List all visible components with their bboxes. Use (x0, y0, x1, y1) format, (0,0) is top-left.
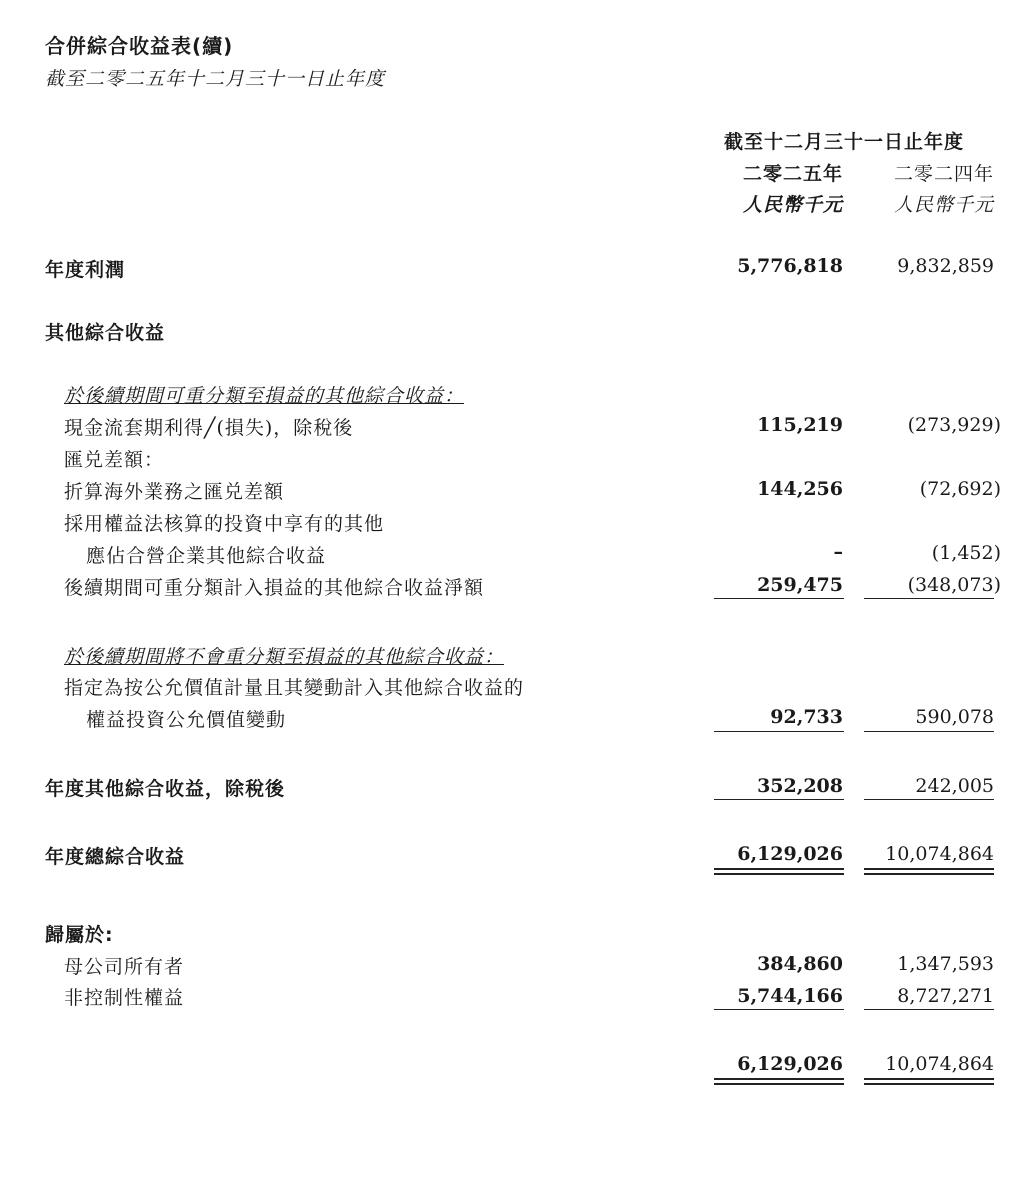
equity-method-label-line1: 採用權益法核算的投資中享有的其他 (64, 513, 385, 535)
fvoci-2025: 92,733 (770, 706, 843, 728)
owners-2024: 1,347,593 (897, 953, 994, 975)
fx-translation-label: 折算海外業務之匯兑差額 (64, 481, 285, 503)
fx-differences-heading: 匯兑差額： (64, 449, 165, 471)
nci-rule-2025 (714, 1009, 844, 1010)
nci-2024: 8,727,271 (897, 985, 994, 1007)
total-ci-2025: 6,129,026 (737, 843, 843, 865)
equity-method-2025: – (833, 541, 843, 563)
fvoci-rule-2025 (714, 731, 844, 732)
total-ci-label: 年度總綜合收益 (45, 846, 186, 868)
subtotal-rule-2024 (864, 598, 994, 599)
equity-method-label: 應佔合營企業其他綜合收益 (86, 545, 327, 567)
total-ci-2024: 10,074,864 (885, 843, 994, 865)
total-ci-double-rule-2024 (864, 868, 994, 875)
oci-net-rule-2024 (864, 799, 994, 800)
nci-2025: 5,744,166 (737, 985, 843, 1007)
fx-translation-2025: 144,256 (757, 478, 843, 500)
reclass-net-2025: 259,475 (757, 574, 843, 596)
oci-heading: 其他綜合收益 (45, 322, 166, 344)
grand-total-double-rule-2024 (864, 1078, 994, 1085)
unit-header-2024: 人民幣千元 (893, 194, 994, 216)
fvoci-label: 權益投資公允價值變動 (86, 709, 287, 731)
nci-rule-2024 (864, 1009, 994, 1010)
reclass-net-label: 後續期間可重分類計入損益的其他綜合收益淨額 (64, 577, 485, 599)
total-ci-double-rule-2025 (714, 868, 844, 875)
statement-title: 合併綜合收益表(續) (45, 34, 234, 58)
profit-label: 年度利潤 (45, 259, 126, 281)
column-header-2024: 二零二四年 (893, 163, 994, 185)
subtotal-rule-2025 (714, 598, 844, 599)
column-header-2025: 二零二五年 (742, 163, 843, 185)
fx-translation-2024: (72,692) (919, 478, 1001, 500)
nci-label: 非控制性權益 (64, 987, 185, 1009)
attributable-heading: 歸屬於: (45, 924, 114, 946)
oci-net-2025: 352,208 (757, 775, 843, 797)
grand-total-2024: 10,074,864 (885, 1053, 994, 1075)
owners-label: 母公司所有者 (64, 956, 185, 978)
owners-2025: 384,860 (757, 953, 843, 975)
column-period-header: 截至十二月三十一日止年度 (724, 131, 965, 153)
nonreclass-subheading: 於後續期間將不會重分類至損益的其他綜合收益： (64, 646, 505, 668)
grand-total-2025: 6,129,026 (737, 1053, 843, 1075)
reclass-net-2024: (348,073) (907, 574, 1001, 596)
equity-method-2024: (1,452) (931, 542, 1001, 564)
profit-2025: 5,776,818 (737, 255, 843, 277)
statement-period-subtitle: 截至二零二五年十二月三十一日止年度 (45, 68, 386, 90)
oci-net-label: 年度其他綜合收益，除稅後 (45, 778, 286, 800)
reclass-subheading: 於後續期間可重分類至損益的其他綜合收益： (64, 385, 465, 407)
cash-flow-hedge-2024: (273,929) (907, 414, 1001, 436)
unit-header-2025: 人民幣千元 (742, 194, 843, 216)
fvoci-2024: 590,078 (915, 706, 994, 728)
grand-total-double-rule-2025 (714, 1078, 844, 1085)
oci-net-2024: 242,005 (915, 775, 994, 797)
oci-net-rule-2025 (714, 799, 844, 800)
fvoci-label-line1: 指定為按公允價值計量且其變動計入其他綜合收益的 (64, 677, 525, 699)
cash-flow-hedge-2025: 115,219 (757, 414, 843, 436)
fvoci-rule-2024 (864, 731, 994, 732)
cash-flow-hedge-label: 現金流套期利得╱(損失)，除稅後 (64, 417, 354, 439)
profit-2024: 9,832,859 (897, 255, 994, 277)
